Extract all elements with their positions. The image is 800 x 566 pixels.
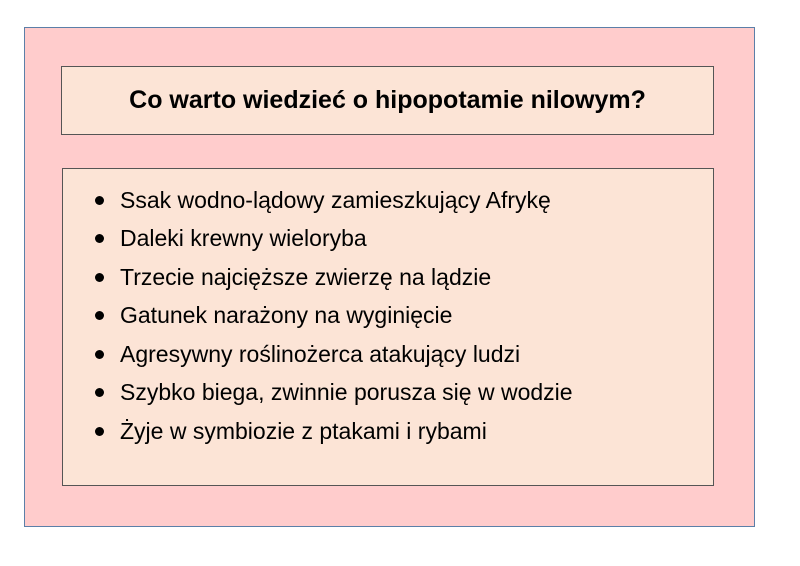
bullet-icon [95,350,104,359]
facts-list [95,181,573,451]
fact-text: Ssak wodno-lądowy zamieszkujący Afrykę [120,186,551,213]
list-item [95,335,573,374]
list-item [95,220,573,259]
list-item [95,258,573,297]
bullet-icon [95,427,104,436]
bullet-icon [95,196,104,205]
list-item [95,297,573,336]
facts-box [62,168,714,486]
list-item [95,412,573,451]
fact-text: Daleki krewny wieloryba [120,225,367,252]
fact-text: Żyje w symbiozie z ptakami i rybami [120,417,487,444]
bullet-icon [95,273,104,282]
fact-text: Gatunek narażony na wyginięcie [120,302,453,329]
list-item [95,181,573,220]
fact-text: Agresywny roślinożerca atakujący ludzi [120,340,521,367]
title-box [61,66,714,135]
fact-text: Trzecie najcięższe zwierzę na lądzie [120,263,492,290]
bullet-icon [95,234,104,243]
bullet-icon [95,311,104,320]
list-item [95,374,573,413]
page-title: Co warto wiedzieć o hipopotamie nilowym? [129,86,646,114]
bullet-icon [95,388,104,397]
fact-text: Szybko biega, zwinnie porusza się w wodzie [120,379,573,406]
